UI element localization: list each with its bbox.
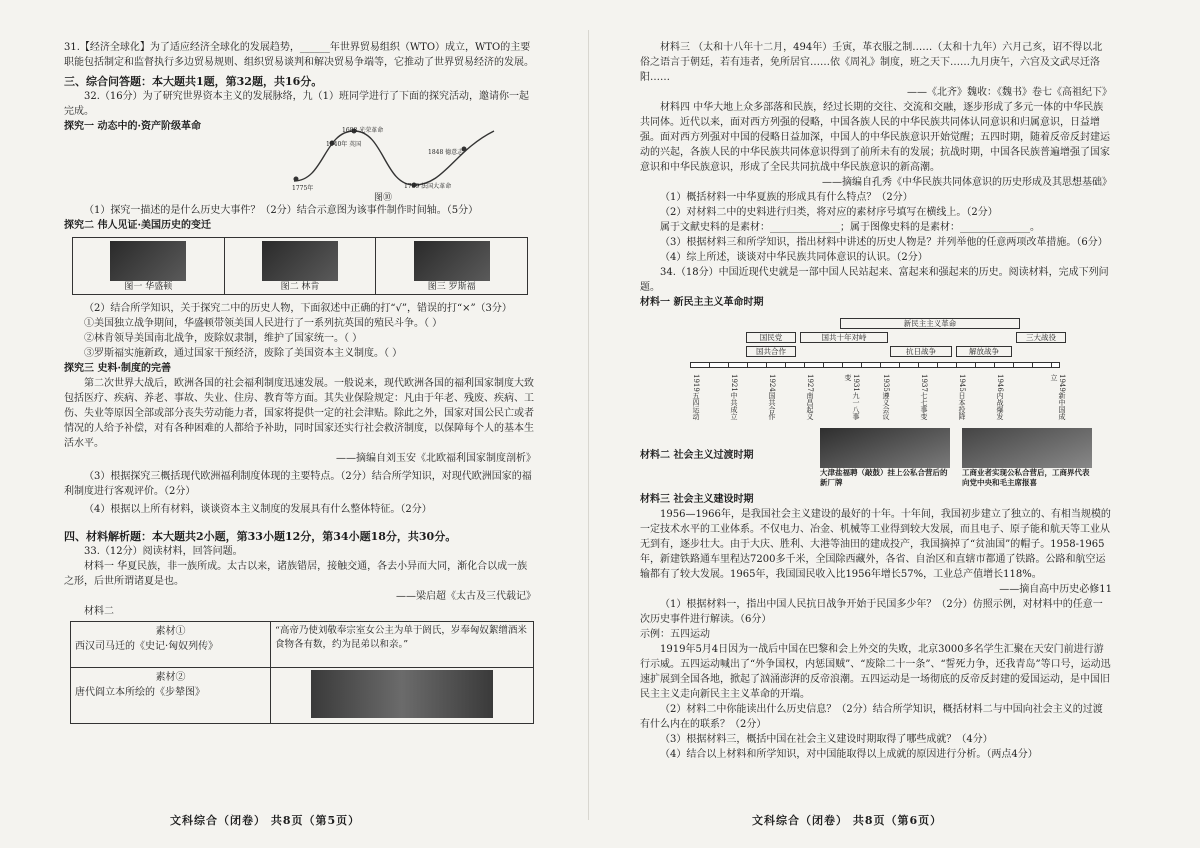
right-page: [640, 40, 1112, 840]
explore3-text: 第二次世界大战后，欧洲各国的社会福利制度迅速发展。一般说来，现代欧洲各国的福利国家制度大致包括医疗、疾病、养老、事故、失业、住房、教育等方面。其失业保险规定：凡由于年老、残废、疾病、工伤、失业等原因全部或部分丧失劳动能力者，国家将提供一定的社会津贴。除此之外，国家对国公民亡或者情况的人给予补偿，对有各种困难的人都给予补助，同时国家还实行社会救济制度，以保障每个人的基本生活水平。: [64, 378, 534, 449]
timeline-bar: [690, 362, 1060, 368]
material2-table: [70, 621, 534, 724]
material2-images: [820, 428, 1092, 492]
material2-row: [640, 428, 1112, 492]
roosevelt-photo: [414, 241, 490, 281]
tl-year-7: 1937七七事变: [920, 374, 928, 420]
q32-3-text: （3）根据探究三概括现代欧洲福利制度体现的主要特点。（2分）结合所学知识，对现代欧洲国家的福利制度进行客观评价。（2分）: [64, 471, 532, 497]
example-label: 示例：五四运动: [640, 629, 710, 640]
page-divider: [588, 30, 589, 820]
source-quote-1: “高帝乃使刘敬奉宗室女公主为单于阏氏，岁奉匈奴絮缯酒米食物各有数，约为昆弟以和亲。”: [271, 622, 534, 668]
portrait-figure-row: [72, 237, 528, 295]
table-cell: [71, 622, 271, 668]
material3-body: 1956—1966年，是我国社会主义建设的最好的十年。十年间，我国初步建立了独立的、有相当规模的一定技术水平的工业体系。不仅电力、冶金、机械等工业得到较大发展，而且电子、原子能和航天等工业从无到有，逐步壮大。由于大庆、胜利、大港等油田的建成投产，我国摘掉了“贫油国”的帽子。1958-1965年，新建铁路通车里程达7200多千米，全国除西藏外，各省、自治区和直辖市都通了铁路。公路和航空运输都有了较大发展。1965年，我国国民收入比1956年增长57%，工业总产值增长118%。: [640, 509, 1111, 580]
tl-box-1: 新民主主义革命: [840, 318, 1020, 329]
photo-caption-1: 大津盐福聘（敲鼓）挂上公私合营后的新厂牌: [820, 468, 948, 487]
figure-caption-2: 图二 林肯: [280, 282, 320, 292]
explore1-title: 探究一 动态中的·资产阶级革命: [64, 121, 201, 132]
material-1-title: 材料一 新民主主义革命时期: [640, 297, 764, 308]
tl-box-4: 抗日战争: [890, 346, 952, 357]
q34-text: 34.（18分）中国近现代史就是一部中国人民站起来、富起来和强起来的历史。阅读材料，完成下列问题。: [640, 267, 1109, 293]
q34-4-text: （4）结合以上材料和所学知识，对中国能取得以上成就的原因进行分析。（两点4分）: [660, 749, 1038, 760]
tl-year-3: 1924国共合作: [768, 374, 776, 420]
buniantu-image: [311, 670, 493, 718]
material4-text: 材料四 中华大地上众多部落和民族，经过长期的交往、交流和交融，逐步形成了多元一体的中华民族共同体。近代以来，面对西方列强的侵略，中国各族人民的中华民族共同体认同意识和归属意识，日益增强。面对西方列强对中国的侵略日益加深，中国人的中华民族意识开始觉醒；五四时期，随着反帝反封建运动的兴起，各族人民的中华民族共同体意识得到了前所未有的发展；抗战时期，中国各民族普遍增强了国家意识和中华民族意识，形成了全民共同抗战中华民族意识的新高潮。: [640, 102, 1110, 173]
q33-2b-text: 属于文献史料的是素材：______________；属于图像史料的是素材：______________。: [660, 222, 1040, 233]
explore3-title: 探究三 史料·制度的完善: [64, 363, 171, 374]
q32-2c: ③罗斯福实施新政，通过国家干预经济，废除了美国资本主义制度。（ ）: [84, 348, 403, 359]
figure-lincoln: [225, 238, 377, 294]
tl-box-7: 三大战役: [1016, 332, 1066, 343]
tl-year-9: 1946内战爆发: [996, 374, 1004, 420]
q33-1-text: （1）概括材料一中华夏族的形成具有什么特点？（2分）: [660, 192, 913, 203]
left-page: [64, 40, 536, 840]
tl-year-5: 1931九一八事变: [844, 374, 860, 420]
source-desc-1: 西汉司马迁的《史记·匈奴列传》: [75, 641, 219, 652]
q32-2a: ①美国独立战争期间，华盛顿带领美国人民进行了一系列抗英国的殖民斗争。（ ）: [84, 318, 443, 329]
material1-source: ——梁启超《太古及三代载记》: [396, 591, 536, 602]
q34-1-text: （1）根据材料一，指出中国人民抗日战争开始于民国多少年？（2分）仿照示例，对材料中的任意一次历史事件进行解读。（6分）: [640, 599, 1103, 625]
q31-text: 31.【经济全球化】为了适应经济全球化的发展趋势，______年世界贸易组织（WTO）成立，WTO的主要职能包括制定和监督执行多边贸易规则、组织贸易谈判和解决贸易争端等，它推动了世界贸易经济的发展。: [64, 42, 534, 68]
material-3-title: 材料三 社会主义建设时期: [640, 494, 754, 505]
chart-pt-1: 1640年 英国: [326, 141, 362, 148]
footer-left: 文科综合（闭卷） 共8页（第5页）: [170, 814, 361, 827]
tl-year-6: 1935遵义会议: [882, 374, 890, 420]
q33-3-text: （3）根据材料三和所学知识，指出材料中讲述的历史人物是？并列举他的任意两项改革措施。（6分）: [660, 237, 1108, 248]
explore2-title: 探究二 伟人见证·美国历史的变迁: [64, 220, 211, 231]
figure-caption-3: 图三 罗斯福: [427, 282, 476, 292]
lincoln-photo: [262, 241, 338, 281]
tl-box-6: 国共合作: [746, 346, 796, 357]
figure-washington: [73, 238, 225, 294]
source-desc-2: 唐代阎立本所绘的《步辇图》: [75, 687, 205, 698]
tl-year-10: 1949新中国成立: [1050, 374, 1066, 420]
photo-block-1: [820, 428, 950, 492]
chart-pt-3: 1775年: [292, 185, 314, 192]
timeline-diagram: [640, 314, 1112, 424]
material-2-title: 材料二 社会主义过渡时期: [640, 450, 754, 461]
material4-source: ——摘编自孔秀《中华民族共同体意识的历史形成及其思想基础》: [822, 177, 1112, 188]
tl-year-4: 1927南昌起义: [806, 374, 814, 420]
chart-pt-5: 1848 德意志: [428, 149, 464, 156]
q33-2-text: （2）对材料二中的史料进行归类，将对应的素材序号填写在横线上。（2分）: [660, 207, 998, 218]
source-label-2: 素材②: [155, 672, 186, 683]
example-text: 1919年5月4日因为一战后中国在巴黎和会上外交的失败，北京3000多名学生汇聚在天安门前进行游行示威。五四运动喊出了“外争国权，内惩国贼”、“废除二十一条”、“誓死力争，还我青岛”等口号，运动迅速扩展到全国各地，掀起了汹涌澎湃的反帝浪潮。五四运动是一场彻底的反帝反封建的爱国运动，是中国旧民主主义走向新民主主义革命的开端。: [640, 644, 1111, 700]
material2-label: 材料二: [84, 606, 114, 617]
washington-photo: [110, 241, 186, 281]
chart-pt-4: 1789 法国大革命: [404, 183, 452, 190]
material3-body-source: ——摘自高中历史必修11: [999, 584, 1112, 595]
q34-3-text: （3）根据材料三，概括中国在社会主义建设时期取得了哪些成就？（4分）: [660, 734, 993, 745]
q32-2b: ②林肯领导美国南北战争，废除奴隶制，维护了国家统一。（ ）: [84, 333, 363, 344]
table-row: [71, 622, 534, 668]
chart-pt-2: 1688 光荣革命: [342, 127, 384, 134]
material3-text: 材料三 （太和十八年十二月，494年）壬寅，革衣服之制……（太和十九年）六月己亥，诏不得以北俗之语言于朝廷，若有违者，免所居官……依《周礼》制度，班之天下……九月庚午，六宫及文武尽迁洛阳……: [640, 42, 1103, 83]
tl-year-2: 1921中共成立: [730, 374, 738, 420]
merger-photo-1: [820, 428, 950, 468]
revolution-wave-chart: [284, 121, 504, 197]
section3-heading: 三、综合问答题：本大题共1题，第32题，共16分。: [64, 75, 323, 88]
tl-box-3: 国共十年对峙: [800, 332, 888, 343]
q34-2-text: （2）材料二中你能读出什么历史信息？（2分）结合所学知识，概括材料二与中国向社会主义的过渡有什么内在的联系？（2分）: [640, 704, 1103, 730]
explore3-source: ——摘编自刘玉安《北欧福利国家制度剖析》: [336, 453, 536, 464]
tl-year-1: 1919五四运动: [692, 374, 700, 420]
q32-4-text: （4）根据以上所有材料，谈谈资本主义制度的发展具有什么整体特征。（2分）: [84, 504, 432, 515]
table-cell: [71, 668, 271, 724]
figure-roosevelt: [376, 238, 527, 294]
section4-heading: 四、材料解析题：本大题共2小题，第33小题12分，第34小题18分，共30分。: [64, 530, 457, 543]
table-cell: [271, 668, 534, 724]
material3-source: ——《北齐》魏收：《魏书》卷七《高祖纪下》: [907, 87, 1112, 98]
q32-text: 32.（16分）为了研究世界资本主义的发展脉络，九（1）班同学进行了下面的探究活动，邀请你一起完成。: [64, 91, 529, 117]
tl-box-2: 国民党: [746, 332, 796, 343]
merger-photo-2: [962, 428, 1092, 468]
photo-block-2: [962, 428, 1092, 492]
q32-1-text: （1）探究一描述的是什么历史大事件？（2分）结合示意图为该事件制作时间轴。（5分）: [84, 205, 479, 216]
footer-right: 文科综合（闭卷） 共8页（第6页）: [752, 814, 943, 827]
tl-year-8: 1945日本投降: [958, 374, 966, 420]
explore1-block: [64, 119, 536, 203]
tl-box-5: 解放战争: [956, 346, 1012, 357]
chart-caption: 图⑩: [374, 193, 393, 203]
material1-text: 材料一 华夏民族，非一族所成。太古以来，诸族错居，接触交通，各去小异而大同，渐化合以成一族之形，后世所谓诸夏是也。: [64, 561, 528, 587]
q32-2-text: （2）结合所学知识，关于探究二中的历史人物，下面叙述中正确的打“√”，错误的打“×”（3分）: [84, 303, 512, 314]
q33-text: 33.（12分）阅读材料，回答问题。: [84, 546, 243, 557]
figure-caption-1: 图一 华盛顿: [124, 282, 173, 292]
photo-caption-2: 工商业者实现公私合营后，工商界代表向党中央和毛主席报喜: [962, 468, 1090, 487]
source-label-1: 素材①: [155, 626, 186, 637]
q33-4-text: （4）综上所述，谈谈对中华民族共同体意识的认识。（2分）: [660, 252, 928, 263]
table-row: [71, 668, 534, 724]
